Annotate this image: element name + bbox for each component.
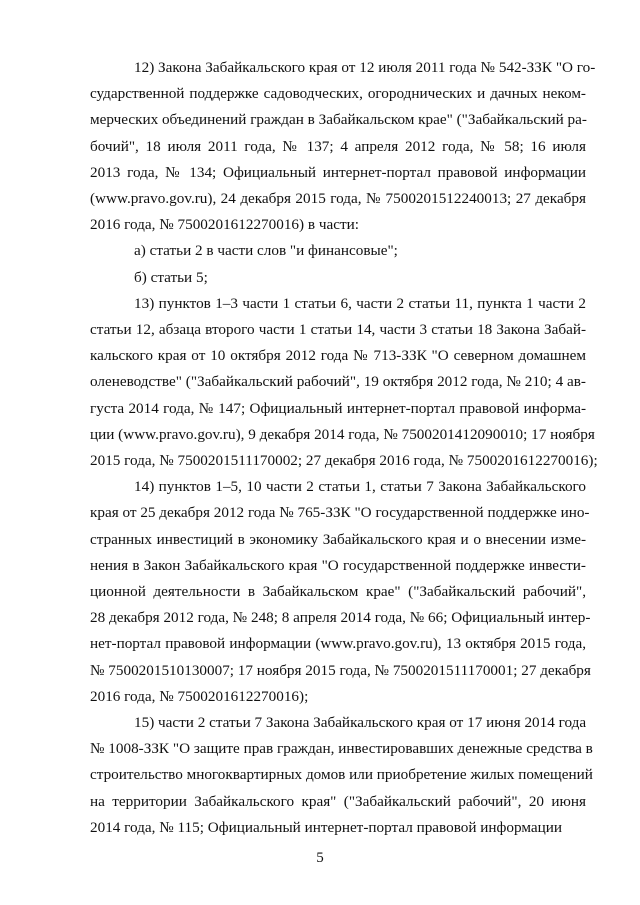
text-line: странных инвестиций в экономику Забайкальского края и о внесении изме-	[90, 530, 586, 548]
text-line: 2013 года, № 134; Официальный интернет-портал правовой информации	[90, 163, 586, 181]
text-line: а) статьи 2 в части слов "и финансовые";	[134, 242, 398, 260]
text-line: густа 2014 года, № 147; Официальный интернет-портал правовой информа-	[90, 399, 586, 417]
text-line: оленеводстве" ("Забайкальский рабочий", 19 октября 2012 года, № 210; 4 ав-	[90, 373, 586, 391]
text-line: ционной деятельности в Забайкальском крае" ("Забайкальский рабочий",	[90, 583, 586, 601]
text-line: нения в Закон Забайкальского края "О государственной поддержке инвести-	[90, 556, 586, 574]
paragraph-item-13	[90, 291, 598, 474]
text-line: бочий", 18 июля 2011 года, № 137; 4 апреля 2012 года, № 58; 16 июля	[90, 137, 586, 155]
text-line: 13) пунктов 1–3 части 1 статьи 6, части 2 статьи 11, пункта 1 части 2	[134, 294, 586, 312]
text-line: (www.pravo.gov.ru), 24 декабря 2015 года, № 7500201512240013; 27 декабря	[90, 190, 586, 208]
text-line: на территории Забайкальского края" ("Забайкальский рабочий", 20 июня	[90, 792, 586, 810]
paragraph-item-15	[90, 710, 593, 841]
text-line: нет-портал правовой информации (www.pravo.gov.ru), 13 октября 2015 года,	[90, 635, 586, 653]
text-line: статьи 12, абзаца второго части 1 статьи 14, части 3 статьи 18 Закона Забай-	[90, 321, 586, 339]
paragraph-item-12-a	[90, 238, 586, 264]
text-line: мерческих объединений граждан в Забайкальском крае" ("Забайкальский ра-	[90, 111, 587, 129]
text-line: 12) Закона Забайкальского края от 12 июля 2011 года № 542-ЗЗК "О го-	[134, 59, 596, 76]
text-line: № 1008-ЗЗК "О защите прав граждан, инвестировавших денежные средства в	[90, 740, 593, 758]
text-line: кальского края от 10 октября 2012 года № 713-ЗЗК "О северном домашнем	[90, 347, 586, 365]
text-line: ции (www.pravo.gov.ru), 9 декабря 2014 года, № 7500201412090010; 17 ноября	[90, 425, 595, 443]
text-line: 28 декабря 2012 года, № 248; 8 апреля 2014 года, № 66; Официальный интер-	[90, 609, 591, 627]
text-line: сударственной поддержке садоводческих, огороднических и дачных неком-	[90, 85, 586, 103]
text-line: 15) части 2 статьи 7 Закона Забайкальского края от 17 июня 2014 года	[134, 714, 587, 732]
text-line: 14) пунктов 1–5, 10 части 2 статьи 1, статьи 7 Закона Забайкальского	[134, 478, 586, 496]
text-line: 2015 года, № 7500201511170002; 27 декабря 2016 года, № 7500201612270016);	[90, 452, 598, 470]
text-line: № 7500201510130007; 17 ноября 2015 года, № 7500201511170001; 27 декабря	[90, 661, 591, 679]
text-line: строительство многоквартирных домов или приобретение жилых помещений	[90, 766, 593, 784]
text-line: 2016 года, № 7500201612270016);	[90, 687, 309, 705]
text-line: края от 25 декабря 2012 года № 765-ЗЗК "О государственной поддержке ино-	[90, 504, 590, 522]
page-number: 5	[316, 850, 324, 866]
text-line: б) статьи 5;	[134, 268, 208, 286]
paragraph-item-14	[90, 474, 591, 710]
text-line: 2016 года, № 7500201612270016) в части:	[90, 216, 359, 234]
text-line: 2014 года, № 115; Официальный интернет-портал правовой информации	[90, 818, 562, 836]
paragraph-item-12-b	[90, 265, 586, 291]
document-body	[90, 55, 598, 841]
paragraph-item-12	[90, 55, 596, 238]
